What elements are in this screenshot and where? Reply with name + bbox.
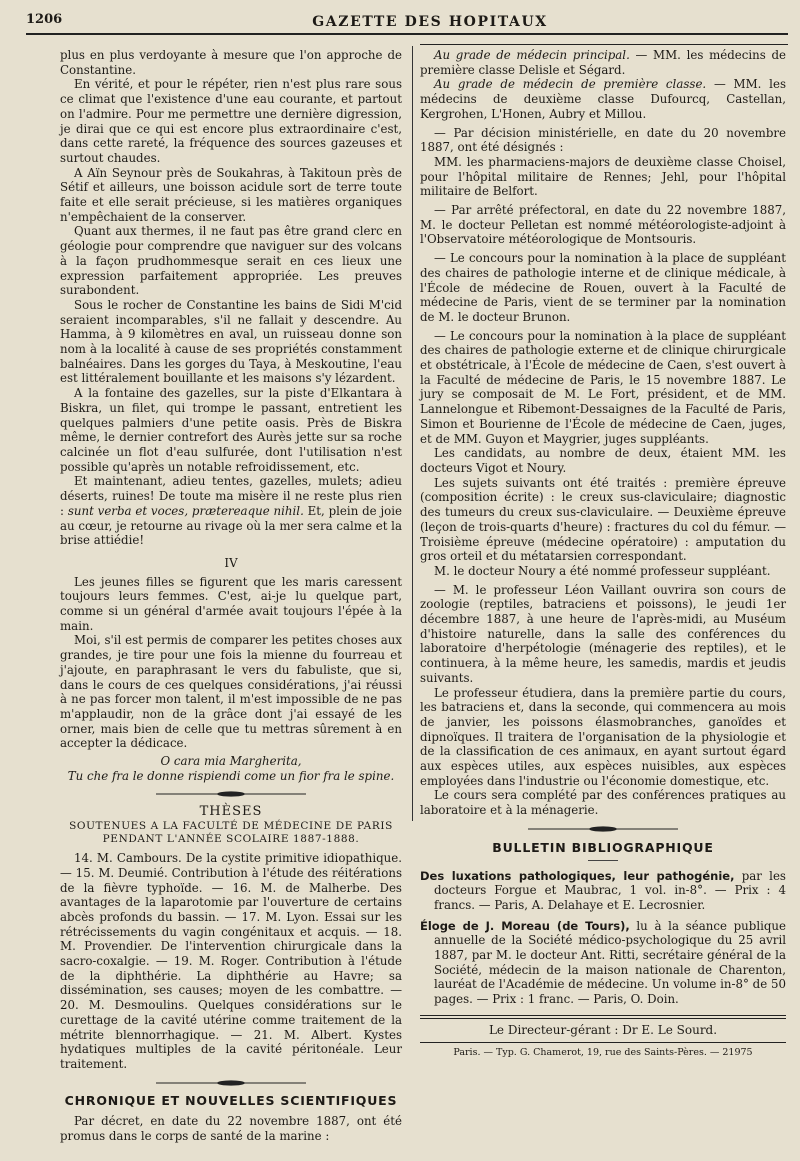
paragraph: — Le concours pour la nomination à la place de suppléant des chaires de pathologie interne et de clinique médicale, à l'École de médecine de Rouen, ouvert à la Faculté de médecine de Paris, vient de se terminer par la nomination de M. le docteur Brunon.: [420, 251, 786, 324]
ornament-divider: [156, 1079, 306, 1087]
paragraph: — Par arrêté préfectoral, en date du 22 novembre 1887, M. le docteur Pelletan est nommé météorologiste-adjoint à l'Observatoire météorologique de Montsouris.: [420, 203, 786, 247]
paragraph: — Par décision ministérielle, en date du 20 novembre 1887, ont été désignés :: [420, 125, 786, 155]
page-number: 1206: [26, 12, 63, 27]
chronique-heading: CHRONIQUE ET NOUVELLES SCIENTIFIQUES: [64, 1092, 398, 1108]
paragraph: Moi, s'il est permis de comparer les petites choses aux grandes, je tire pour une fois la mienne du fourreau et j'ajoute, en paraphrasant le vers du fabuliste, que si, dans le cours de ces quelques considérations, j'ai réussi à ne pas forcer mon talent, il m'est impossible de ne pas m'applaudir, non de la grâce dont j'ai essayé de les orner, mais bien de celle que tu mettras sûrement à en accepter la dédicace.: [60, 633, 402, 751]
theses-subtitle-2: PENDANT L'ANNÉE SCOLAIRE 1887-1888.: [102, 833, 360, 846]
verse-line-2: Tu che fra le donne rispiendi come un fior fra le spine.: [67, 768, 395, 783]
paragraph: MM. les pharmaciens-majors de deuxième classe Choisel, pour l'hôpital militaire de Rennes; Jehl, pour l'hôpital militaire de Belfort.: [420, 154, 786, 199]
paragraph: plus en plus verdoyante à mesure que l'on approche de Constantine.: [60, 48, 402, 77]
theses-title: THÈSES: [199, 804, 263, 820]
paragraph: Les jeunes filles se figurent que les maris caressent toujours leurs femmes. C'est, ai-je lu quelque part, comme si un général d'armée avait toujours l'épée à la main.: [60, 574, 402, 633]
paragraph: — M. le professeur Léon Vaillant ouvrira son cours de zoologie (reptiles, batraciens et poissons), le jeudi 1er décembre 1887, à une heure de l'après-midi, au Muséum d'histoire naturelle, dans la salle des conférences du laboratoire d'herpétologie (ménagerie des reptiles), et le continuera, à la même heure, les samedis, mardis et jeudis suivants.: [420, 582, 786, 685]
paragraph: M. le docteur Noury a été nommé professeur suppléant.: [434, 563, 771, 578]
promotion-text: — MM. les médecins de première classe Delisle et Ségard.: [420, 48, 787, 77]
theses-list: 14. M. Cambours. De la cystite primitive idiopathique. — 15. M. Deumié. Contribution à l'étude des réitérations de la fièvre typhoïde. — 16. M. de Malherbe. Des avantages de la laparotomie par l'ouverture de certains abcès profonds du bassin. — 17. M. Lyon. Essai sur les rétrécissements du vagin congénitaux et acquis. — 18. M. Provendier. De l'intervention chirurgicale dans la sacro-coxalgie. — 19. M. Roger. Contribution à l'étude de la diphthérie. La diphthérie au Havre; sa dissémination, ses causes; moyen de les combattre. — 20. M. Desmoulins. Quelques considérations sur le curettage de la cavité utérine comme traitement de la métrite blennorrhagique. — 21. M. Albert. Kystes hydatiques multiples de la cavité péritonéale. Leur traitement.: [60, 851, 402, 1071]
paragraph: Le cours sera complété par des conférences pratiques au laboratoire et à la ménagerie.: [420, 788, 786, 818]
running-title: GAZETTE DES HOPITAUX: [312, 14, 548, 30]
verse-line-1: O cara mia Margherita,: [160, 754, 302, 769]
header-rule: [26, 33, 788, 35]
rank-label: Au grade de médecin principal.: [434, 48, 630, 62]
latin-quote: sunt verba et voces, prætereaque nihil.: [67, 503, 304, 518]
biblio-entry-1: [420, 869, 786, 913]
biblio-title: Des luxations pathologiques, leur pathogénie,: [420, 868, 735, 883]
ornament-divider: [156, 790, 306, 798]
farewell-tail: Et, plein de joie au cœur, je retourne au rivage où la mer sera calme et la brise attiédie!: [60, 503, 403, 548]
director-gerant: Le Directeur-gérant : Dr E. Le Sourd.: [488, 1022, 718, 1037]
promotion-text: — MM. les médecins de deuxième classe Dufourcq, Castellan, Kergrohen, L'Honen, Aubry et Millou.: [420, 77, 786, 121]
printer-imprint: Paris. — Typ. G. Chamerot, 19, rue des Saints-Pères. — 21975: [453, 1046, 753, 1058]
farewell-text: Et maintenant, adieu tentes, gazelles, mulets; adieu déserts, ruines! De toute ma misère il ne reste plus rien :: [60, 474, 402, 518]
footer-double-rule: [420, 1015, 786, 1019]
footer-rule: [420, 1042, 786, 1043]
chronique-paragraph: Par décret, en date du 22 novembre 1887, ont été promus dans le corps de santé de la marine :: [60, 1114, 402, 1144]
biblio-title: Éloge de J. Moreau (de Tours),: [420, 918, 630, 933]
biblio-text: par les docteurs Forgue et Maubrac, 1 vol. in-8°. — Prix : 4 francs. — Paris, A. Delahaye et E. Lecrosnier.: [434, 868, 786, 912]
right-top-rule: [420, 44, 788, 45]
theses-subtitle-1: SOUTENUES A LA FACULTÉ DE MÉDECINE DE PARIS: [69, 820, 393, 833]
biblio-entry-2: [420, 919, 786, 1007]
promotion-principal: [420, 48, 786, 77]
ornament-divider: [528, 825, 678, 833]
rank-label: Au grade de médecin de première classe.: [434, 77, 707, 92]
paragraph: Les sujets suivants ont été traités : première épreuve (composition écrite) : le creux sus-claviculaire; diagnostic des tumeurs du creux sus-claviculaire. — Deuxième épreuve (leçon de trois-quarts d'heure) : fractures du col du fémur. — Troisième épreuve (médecine opératoire) : amputation du gros orteil et du métatarsien correspondant.: [420, 475, 786, 564]
left-column: [60, 48, 402, 1144]
section-iv-heading: IV: [224, 555, 238, 570]
paragraph: Quant aux thermes, il ne faut pas être grand clerc en géologie pour comprendre que naviguer sur des volcans à la façon prudhommesque serait en ces lieux une expression parfaitement appropriée. Les preuves surabondent.: [60, 224, 402, 298]
biblio-text: lu à la séance publique annuelle de la Société médico-psychologique du 25 avril 1887, par M. le docteur Ant. Ritti, secrétaire général de la Société, médecin de la maison nationale de Charenton, lauréat de l'Académie de médecine. Un volume in-8° de 50 pages. — Prix : 1 franc. — Paris, O. Doin.: [434, 918, 786, 1007]
paragraph: En vérité, et pour le répéter, rien n'est plus rare sous ce climat que l'existence d'une eau courante, et partout on l'admire. Pour me permettre une dernière digression, je dirai que ce qui est encore plus extraordinaire c'est, dans cette rareté, la fréquence des sources gazeuses et surtout chaudes.: [60, 77, 402, 165]
promotion-first-class: [420, 77, 786, 121]
paragraph: Le professeur étudiera, dans la première partie du cours, les batraciens et, dans la seconde, qui commencera au mois de janvier, les poissons élasmobranches, ganoïdes et dipnoïques. Il traitera de l'organisation de la physiologie et de la classification de ces animaux, en ayant surtout égard aux espèces utiles, aux espèces nuisibles, aux espèces employées dans l'industrie ou l'économie domestique, etc.: [420, 685, 786, 788]
paragraph: A la fontaine des gazelles, sur la piste d'Elkantara à Biskra, un filet, qui trompe le passant, entretient les quelques palmiers d'une petite oasis. Près de Biskra même, le dernier contrefort des Aurès jette sur sa roche calcinée un flot d'eau sulfurée, dont l'utilisation n'est possible qu'après un notable refroidissement, etc.: [60, 386, 402, 474]
paragraph-farewell: [60, 474, 402, 548]
right-column: [420, 48, 786, 1060]
paragraph: Les candidats, au nombre de deux, étaient MM. les docteurs Vigot et Noury.: [420, 446, 786, 475]
short-rule: [588, 860, 618, 861]
bulletin-heading: BULLETIN BIBLIOGRAPHIQUE: [492, 839, 714, 855]
paragraph: — Le concours pour la nomination à la place de suppléant des chaires de pathologie externe et de clinique chirurgicale et obstétricale, à l'École de médecine de Caen, s'est ouvert à la Faculté de médecine de Paris, le 15 novembre 1887. Le jury se composait de M. Le Fort, président, et de MM. Lannelongue et Ribemont-Dessaignes de la Faculté de Paris, Simon et Bourienne de l'École de médecine de Caen, juges, et de MM. Guyon et Maygrier, juges suppléants.: [420, 328, 786, 446]
column-divider: [412, 46, 413, 821]
paragraph: A Aïn Seynour près de Soukahras, à Takitoun près de Sétif et ailleurs, une boisson acidule sort de terre toute faite et elle serait précieuse, si les matières organiques n'empêchaient de la conserver.: [60, 165, 402, 224]
paragraph: Sous le rocher de Constantine les bains de Sidi M'cid seraient incomparables, s'il ne fallait y descendre. Au Hamma, à 9 kilomètres en aval, un ruisseau donne son nom à la localité à cause de ses propriétés constamment balnéaires. Dans les gorges du Taya, à Meskoutine, l'eau est littéralement bouillante et les maisons s'y lézardent.: [60, 297, 402, 386]
